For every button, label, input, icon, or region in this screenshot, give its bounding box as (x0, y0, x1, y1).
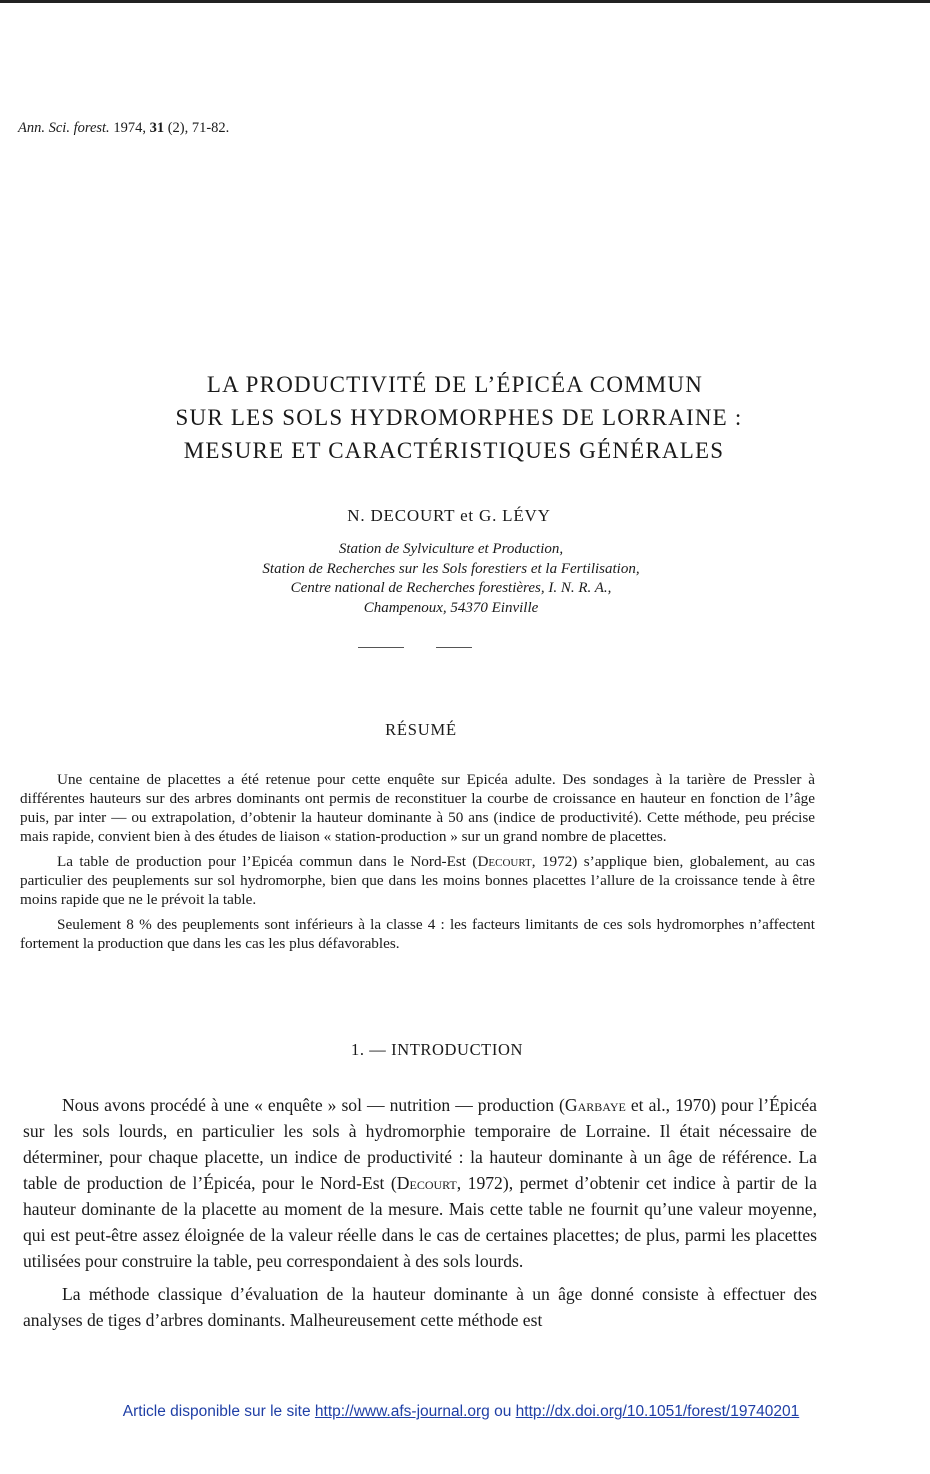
intro-p1-text-a: Nous avons procédé à une « enquête » sol — nutrition — production ( (62, 1095, 565, 1115)
intro-p1-text-c: , 1972), permet d’obtenir cet indice à partir de la hauteur dominante de la placette au moment de la mesure. Mais cette table ne fournit qu’une valeur moyenne, qui est peut-être assez éloignée de la valeur réelle dans le cas de certaines placettes; de plus, parmi les placettes utilisées pour construire la table, peu correspondaient à des sols lourds. (23, 1173, 817, 1271)
introduction-paragraph-1 (23, 1092, 817, 1274)
citation-year: 1974, (113, 120, 146, 136)
abstract-paragraph-1: Une centaine de placettes a été retenue pour cette enquête sur Epicéa adulte. Des sondages à la tarière de Pressler à différentes hauteurs sur des arbres dominants ont permis de reconstituer la courbe de croissance en hauteur en fonction de l’âge puis, par inter — ou extrapolation, d’obtenir la hauteur dominante à 50 ans (indice de productivité). Cette méthode, peu précise mais rapide, convient bien à des études de liaison « station-production » sur un grand nombre de placettes. (20, 771, 815, 845)
abstract-paragraph-2 (20, 852, 815, 909)
affiliation-line-4: Champenoux, 54370 Einville (363, 599, 539, 616)
author-citation: Decourt (477, 853, 532, 870)
footer-middle: ou (489, 1403, 516, 1420)
authors: N. DECOURT et G. LÉVY (347, 506, 551, 525)
intro-p1-text-b: et al., 1970) pour l’Épicéa sur les sols lourds, en particulier les sols à hydromorphie temporaire de Lorraine. Il était nécessaire de déterminer, pour chaque placette, un indice de productivité : la hauteur dominante à un âge de référence. La table de production de l’Épicéa, pour le Nord-Est ( (23, 1095, 817, 1193)
abstract-p2-text-b: , 1972) s’applique bien, globalement, au cas particulier des peuplements sur sol hydromorphe, bien que dans les moins bonnes placettes l’allure de la croissance tende à être moins rapide que ne le prévoit la table. (20, 853, 815, 908)
journal-citation (18, 120, 229, 137)
affiliation (0, 540, 916, 618)
separator-rule-left (358, 647, 404, 648)
title-line-2: SUR LES SOLS HYDROMORPHES DE LORRAINE : (175, 405, 743, 430)
journal-name: Ann. Sci. forest. (18, 120, 110, 136)
top-border-rule (0, 0, 930, 3)
doi-link[interactable]: http://dx.doi.org/10.1051/forest/19740201 (515, 1403, 800, 1420)
title-line-1: LA PRODUCTIVITÉ DE L’ÉPICÉA COMMUN (206, 372, 704, 397)
footer-prefix: Article disponible sur le site (122, 1403, 315, 1420)
availability-footer (0, 1403, 926, 1421)
introduction-heading: 1. — INTRODUCTION (351, 1040, 523, 1059)
article-title (0, 368, 930, 467)
title-line-3: MESURE ET CARACTÉRISTIQUES GÉNÉRALES (183, 438, 725, 463)
affiliation-line-1: Station de Sylviculture et Production, (338, 541, 564, 557)
abstract-paragraph-3: Seulement 8 % des peuplements sont inférieurs à la classe 4 : les facteurs limitants de ces sols hydromorphes n’affectent fortement la production que dans les cas les plus défavorables. (20, 916, 815, 952)
citation-issue-pages: (2), 71-82. (167, 120, 230, 136)
journal-site-link[interactable]: http://www.afs-journal.org (314, 1403, 490, 1420)
introduction-paragraph-2: La méthode classique d’évaluation de la hauteur dominante à un âge donné consiste à effectuer des analyses de tiges d’arbres dominants. Malheureusement cette méthode est (23, 1284, 817, 1330)
abstract-p2-text-a: La table de production pour l’Epicéa commun dans le Nord-Est ( (57, 853, 478, 870)
abstract-body (20, 770, 815, 959)
author-citation: Garbaye (564, 1095, 626, 1115)
introduction-body (23, 1092, 817, 1340)
citation-volume: 31 (149, 120, 165, 136)
separator-rule-right (436, 647, 472, 648)
affiliation-line-2: Station de Recherches sur les Sols forestiers et la Fertilisation, (262, 560, 640, 577)
author-citation: Decourt (396, 1173, 457, 1193)
abstract-heading: RÉSUMÉ (385, 720, 457, 739)
affiliation-line-3: Centre national de Recherches forestières, I. N. R. A., (290, 580, 612, 596)
